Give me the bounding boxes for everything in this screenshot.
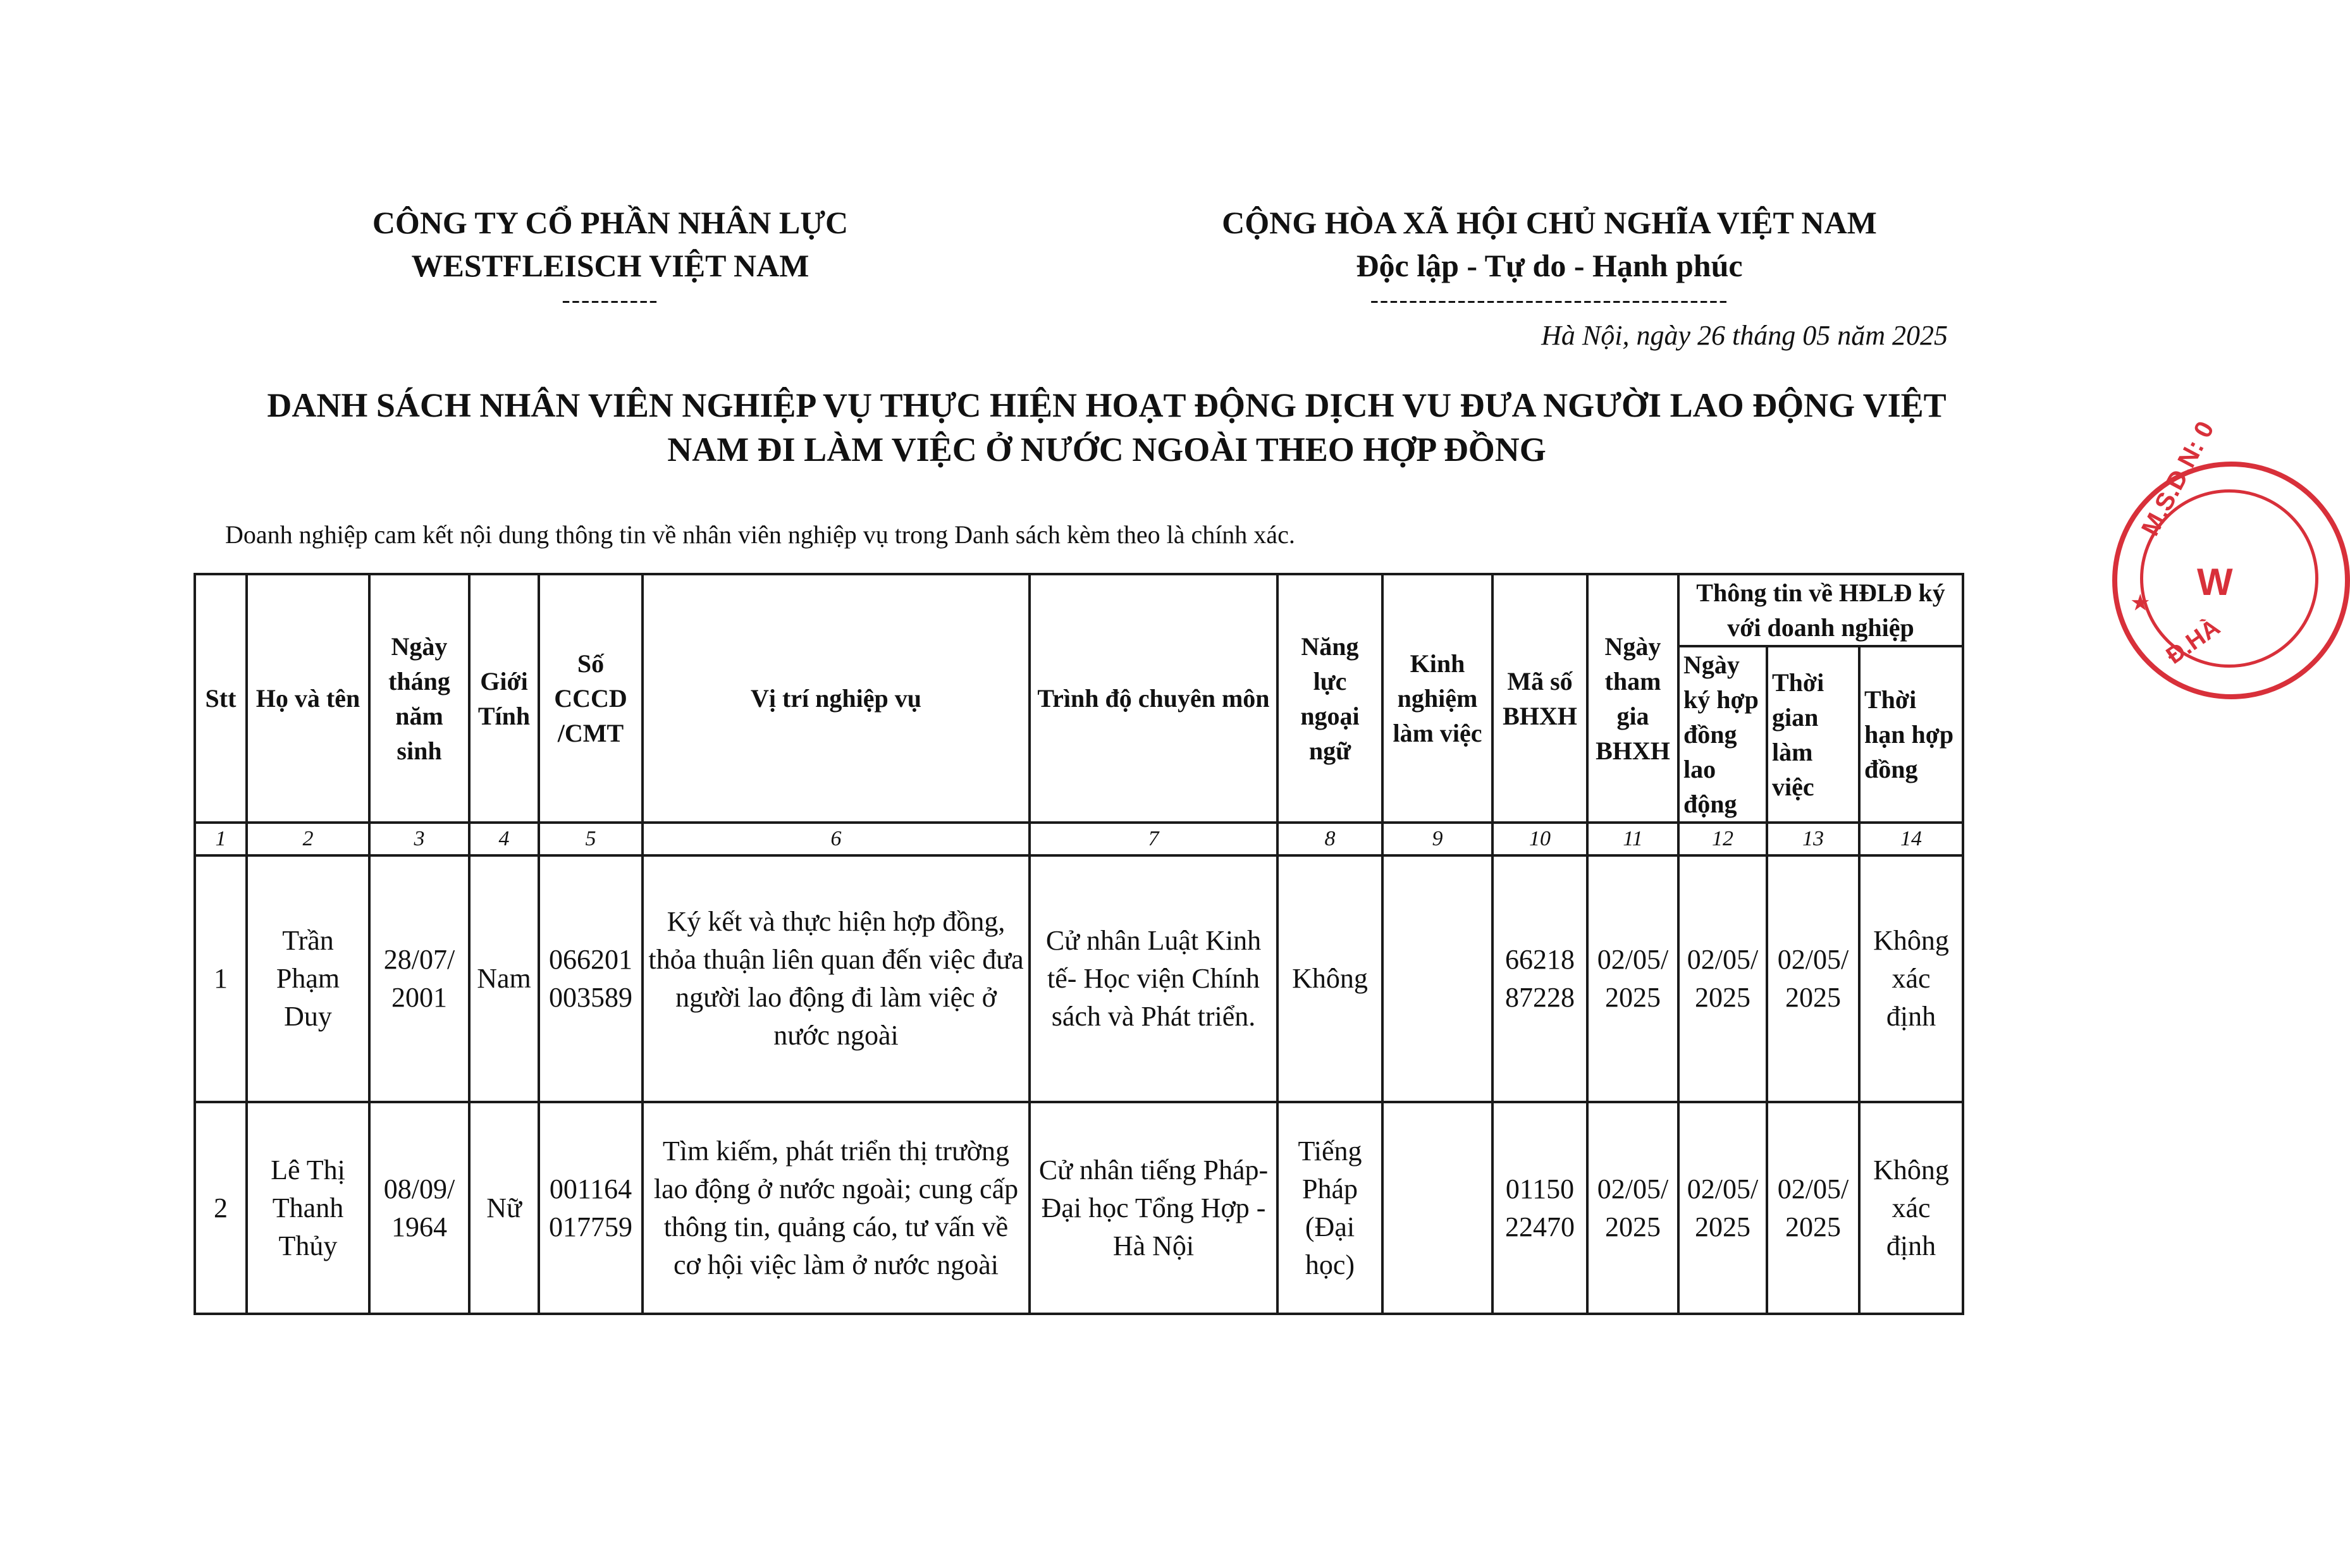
table-row bbox=[195, 855, 1963, 1102]
cell-dob: 08/09/ 1964 bbox=[369, 1102, 469, 1314]
national-header bbox=[1043, 201, 2055, 312]
cell-contract-term: Không xác định bbox=[1859, 1102, 1963, 1314]
cell-contract-date: 02/05/ 2025 bbox=[1678, 855, 1767, 1102]
header-gender: Giới Tính bbox=[469, 574, 539, 823]
header-stt: Stt bbox=[195, 574, 247, 823]
header-language: Năng lực ngoại ngữ bbox=[1277, 574, 1382, 823]
title-line1: DANH SÁCH NHÂN VIÊN NGHIỆP VỤ THỰC HIỆN HOẠT ĐỘNG DỊCH VU ĐƯA NGƯỜI LAO ĐỘNG VIỆT bbox=[267, 386, 1947, 424]
commitment-statement: Doanh nghiệp cam kết nội dung thông tin về nhân viên nghiệp vụ trong Danh sách kèm theo là chính xác. bbox=[225, 520, 1295, 549]
staff-table bbox=[194, 573, 1964, 1315]
stamp-center-letter: W bbox=[2197, 561, 2233, 603]
header-bhxh-date: Ngày tham gia BHXH bbox=[1587, 574, 1678, 823]
header-work-time: Thời gian làm việc bbox=[1767, 646, 1859, 823]
header-experience: Kinh nghiệm làm việc bbox=[1382, 574, 1492, 823]
star-icon: ★ bbox=[2131, 591, 2150, 614]
cell-experience bbox=[1382, 1102, 1492, 1314]
header-dob: Ngày tháng năm sinh bbox=[369, 574, 469, 823]
header-row-top bbox=[195, 574, 1963, 646]
cell-gender: Nam bbox=[469, 855, 539, 1102]
header-contract-group: Thông tin về HĐLĐ ký với doanh nghiệp bbox=[1678, 574, 1963, 646]
cell-qualification: Cử nhân tiếng Pháp- Đại học Tổng Hợp - Hà Nội bbox=[1030, 1102, 1277, 1314]
column-number: 6 bbox=[643, 823, 1030, 855]
document-title bbox=[158, 383, 2055, 472]
nation-motto: Độc lập - Tự do - Hạnh phúc bbox=[1356, 248, 1743, 283]
header-name: Họ và tên bbox=[247, 574, 369, 823]
header-id: Số CCCD /CMT bbox=[539, 574, 643, 823]
column-number: 11 bbox=[1587, 823, 1678, 855]
company-stamp bbox=[2112, 417, 2350, 699]
company-header bbox=[190, 201, 1031, 312]
cell-position: Ký kết và thực hiện hợp đồng, thỏa thuận liên quan đến việc đưa người lao động đi làm việc ở nước ngoài bbox=[643, 855, 1030, 1102]
cell-language: Không bbox=[1277, 855, 1382, 1102]
column-number: 7 bbox=[1030, 823, 1277, 855]
stamp-ring-text: M.S.D.N: 0 bbox=[2136, 417, 2220, 541]
cell-language: Tiếng Pháp (Đại học) bbox=[1277, 1102, 1382, 1314]
column-number: 2 bbox=[247, 823, 369, 855]
cell-gender: Nữ bbox=[469, 1102, 539, 1314]
table-row bbox=[195, 1102, 1963, 1314]
column-number: 10 bbox=[1492, 823, 1587, 855]
cell-bhxh-code: 01150 22470 bbox=[1492, 1102, 1587, 1314]
cell-id: 001164 017759 bbox=[539, 1102, 643, 1314]
cell-bhxh-date: 02/05/ 2025 bbox=[1587, 1102, 1678, 1314]
stamp-bottom-text: Đ.HÀ bbox=[2162, 614, 2225, 670]
cell-contract-date: 02/05/ 2025 bbox=[1678, 1102, 1767, 1314]
cell-stt: 1 bbox=[195, 855, 247, 1102]
cell-experience bbox=[1382, 855, 1492, 1102]
cell-stt: 2 bbox=[195, 1102, 247, 1314]
company-name-line1: CÔNG TY CỔ PHẦN NHÂN LỰC bbox=[372, 205, 849, 240]
column-number: 5 bbox=[539, 823, 643, 855]
cell-position: Tìm kiếm, phát triển thị trường lao động ở nước ngoài; cung cấp thông tin, quảng cáo, tư vấn về cơ hội việc làm ở nước ngoài bbox=[643, 1102, 1030, 1314]
nation-divider: ------------------------------------- bbox=[1370, 285, 1729, 314]
column-number: 9 bbox=[1382, 823, 1492, 855]
column-number: 12 bbox=[1678, 823, 1767, 855]
header-bhxh-code: Mã số BHXH bbox=[1492, 574, 1587, 823]
column-number: 4 bbox=[469, 823, 539, 855]
company-divider: ---------- bbox=[562, 285, 659, 314]
nation-name: CỘNG HÒA XÃ HỘI CHỦ NGHĨA VIỆT NAM bbox=[1222, 205, 1877, 240]
cell-qualification: Cử nhân Luật Kinh tế- Học viện Chính sách và Phát triển. bbox=[1030, 855, 1277, 1102]
cell-dob: 28/07/ 2001 bbox=[369, 855, 469, 1102]
column-number: 8 bbox=[1277, 823, 1382, 855]
column-number: 1 bbox=[195, 823, 247, 855]
column-number-row bbox=[195, 823, 1963, 855]
header-position: Vị trí nghiệp vụ bbox=[643, 574, 1030, 823]
header-qualification: Trình độ chuyên môn bbox=[1030, 574, 1277, 823]
column-number: 13 bbox=[1767, 823, 1859, 855]
cell-work-time: 02/05/ 2025 bbox=[1767, 1102, 1859, 1314]
header-contract-date: Ngày ký hợp đồng lao động bbox=[1678, 646, 1767, 823]
title-line2: NAM ĐI LÀM VIỆC Ở NƯỚC NGOÀI THEO HỢP ĐỒNG bbox=[667, 431, 1546, 469]
company-name-line2: WESTFLEISCH VIỆT NAM bbox=[411, 248, 809, 283]
cell-contract-term: Không xác định bbox=[1859, 855, 1963, 1102]
cell-name: Trần Phạm Duy bbox=[247, 855, 369, 1102]
column-number: 14 bbox=[1859, 823, 1963, 855]
cell-bhxh-date: 02/05/ 2025 bbox=[1587, 855, 1678, 1102]
column-number: 3 bbox=[369, 823, 469, 855]
cell-work-time: 02/05/ 2025 bbox=[1767, 855, 1859, 1102]
cell-id: 066201 003589 bbox=[539, 855, 643, 1102]
cell-bhxh-code: 66218 87228 bbox=[1492, 855, 1587, 1102]
date-line: Hà Nội, ngày 26 tháng 05 năm 2025 bbox=[1541, 320, 1948, 351]
header-contract-term: Thời hạn hợp đồng bbox=[1859, 646, 1963, 823]
cell-name: Lê Thị Thanh Thủy bbox=[247, 1102, 369, 1314]
